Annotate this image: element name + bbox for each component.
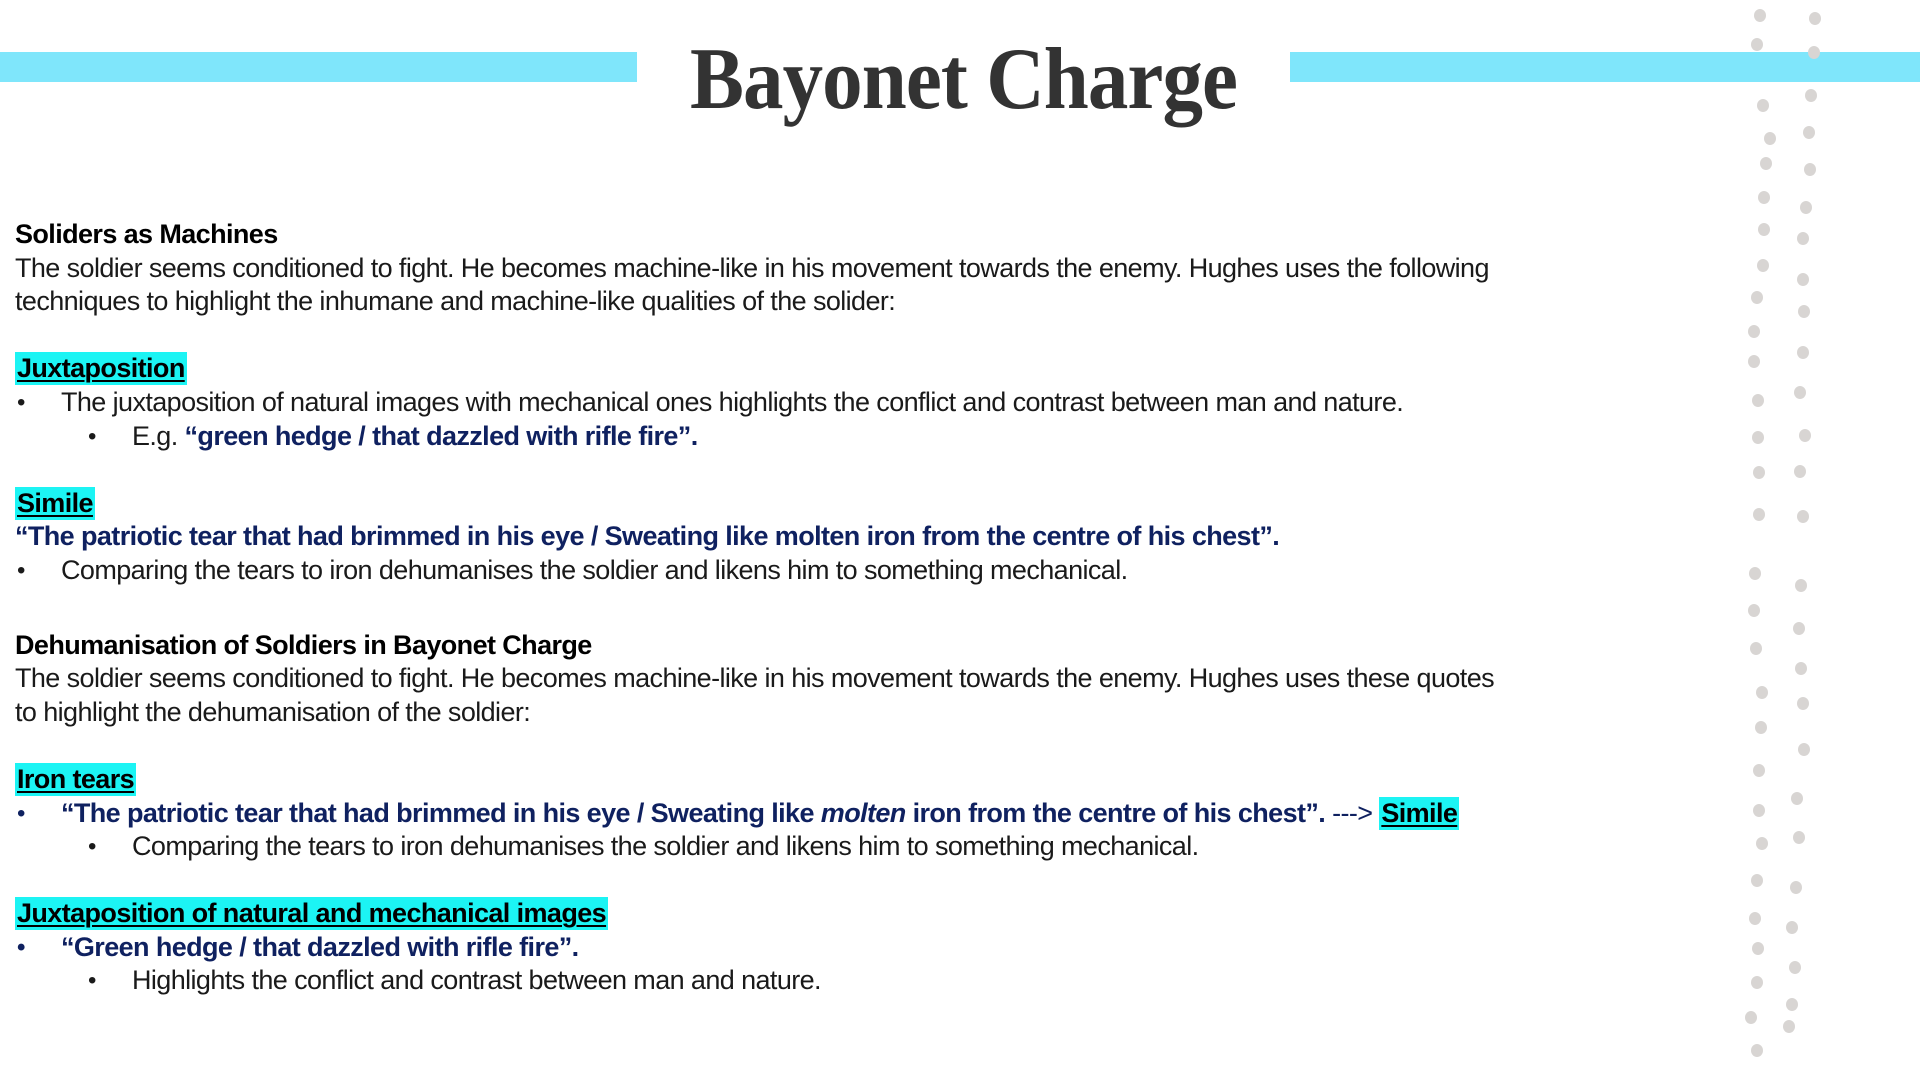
dot-decoration [1764, 132, 1776, 145]
dot-decoration [1753, 466, 1765, 479]
title-bar-left [0, 52, 637, 82]
bullet-item: • Comparing the tears to iron dehumanises the soldier and likens him to something mechanical. [15, 554, 1715, 588]
dot-decoration [1754, 9, 1766, 22]
dot-decoration [1745, 1011, 1757, 1024]
page-title: Bayonet Charge [689, 31, 1238, 128]
sub-bullet-item: • Comparing the tears to iron dehumanises the soldier and likens him to something mechanical. [15, 830, 1715, 864]
dot-decoration [1793, 622, 1805, 635]
paragraph-line: The soldier seems conditioned to fight. He becomes machine-like in his movement towards the enemy. Hughes uses these quotes [15, 663, 1495, 694]
quote-italic: molten [820, 797, 906, 828]
dot-decoration [1786, 998, 1798, 1011]
dot-decoration [1804, 163, 1816, 176]
dot-decoration [1809, 12, 1821, 25]
sub-bullet-item: • Highlights the conflict and contrast between man and nature. [15, 964, 1715, 998]
dot-decoration [1760, 157, 1772, 170]
dot-decoration [1757, 99, 1769, 112]
section-heading: Soliders as Machines [15, 219, 278, 249]
technique-label-iron-tears: Iron tears [17, 763, 135, 794]
technique-label-simile: Simile [17, 487, 93, 518]
quote-part: iron from the centre of his chest”. [905, 797, 1326, 828]
sub-bullet-item [15, 420, 1715, 454]
dot-decoration [1797, 510, 1809, 523]
arrow: ---> [1325, 797, 1380, 828]
dot-decoration [1749, 567, 1761, 580]
dot-decoration [1795, 662, 1807, 675]
paragraph-line: techniques to highlight the inhumane and machine-like qualities of the solider: [15, 286, 896, 317]
dot-decoration [1798, 305, 1810, 318]
dot-decoration [1752, 394, 1764, 407]
dot-decoration [1783, 1020, 1795, 1033]
dot-decoration [1751, 1044, 1763, 1057]
bullet-item: • The juxtaposition of natural images with mechanical ones highlights the conflict and contrast between man and nature. [15, 386, 1715, 420]
technique-label-juxtaposition-images: Juxtaposition of natural and mechanical images [17, 898, 607, 929]
dot-decoration [1797, 346, 1809, 359]
dot-decoration [1758, 191, 1770, 204]
dot-decoration [1748, 355, 1760, 368]
quote: “The patriotic tear that had brimmed in his eye / Sweating like molten iron from the centre of his chest”. [15, 521, 1280, 552]
dot-decoration [1753, 804, 1765, 817]
dot-decoration [1752, 431, 1764, 444]
bullet-item [15, 797, 1715, 831]
dot-decoration [1753, 508, 1765, 521]
dot-decoration [1786, 921, 1798, 934]
title-bar-right [1290, 52, 1920, 82]
dot-decoration [1749, 912, 1761, 925]
technique-label-simile: Simile [1381, 797, 1458, 828]
dot-decoration [1750, 642, 1762, 655]
dot-decoration [1793, 831, 1805, 844]
dot-decoration [1751, 291, 1763, 304]
dot-decoration [1748, 325, 1760, 338]
dot-decoration [1753, 764, 1765, 777]
quote-part: “The patriotic tear that had brimmed in his eye / Sweating like [61, 797, 821, 828]
dot-decoration [1800, 201, 1812, 214]
paragraph-line: to highlight the dehumanisation of the soldier: [15, 696, 531, 727]
dot-decoration [1756, 837, 1768, 850]
dot-decoration [1748, 604, 1760, 617]
dot-decoration [1794, 465, 1806, 478]
dot-decoration [1758, 223, 1770, 236]
dot-decoration [1794, 386, 1806, 399]
paragraph-line: The soldier seems conditioned to fight. He becomes machine-like in his movement towards the enemy. Hughes uses the following [15, 252, 1489, 283]
dot-decoration [1797, 232, 1809, 245]
dot-decoration [1751, 38, 1763, 51]
dot-decoration [1756, 686, 1768, 699]
dot-decoration [1795, 579, 1807, 592]
document-body [15, 218, 1715, 998]
technique-label-juxtaposition: Juxtaposition [17, 353, 185, 384]
dot-decoration [1791, 792, 1803, 805]
dot-decoration [1752, 942, 1764, 955]
dot-decoration [1798, 743, 1810, 756]
example-prefix: E.g. [132, 420, 185, 451]
dot-decoration [1799, 429, 1811, 442]
section-heading: Dehumanisation of Soldiers in Bayonet Charge [15, 629, 592, 660]
dot-decoration [1790, 881, 1802, 894]
dot-decoration [1805, 89, 1817, 102]
dot-decoration [1797, 697, 1809, 710]
dot-decoration [1757, 259, 1769, 272]
dot-decoration [1751, 976, 1763, 989]
dot-decoration [1789, 961, 1801, 974]
bullet-item: • “Green hedge / that dazzled with rifle fire”. [15, 931, 1715, 965]
quote: “green hedge / that dazzled with rifle fire”. [184, 420, 698, 451]
dot-decoration [1751, 874, 1763, 887]
dot-decoration [1797, 273, 1809, 286]
dot-decoration [1803, 126, 1815, 139]
dot-decoration [1755, 721, 1767, 734]
